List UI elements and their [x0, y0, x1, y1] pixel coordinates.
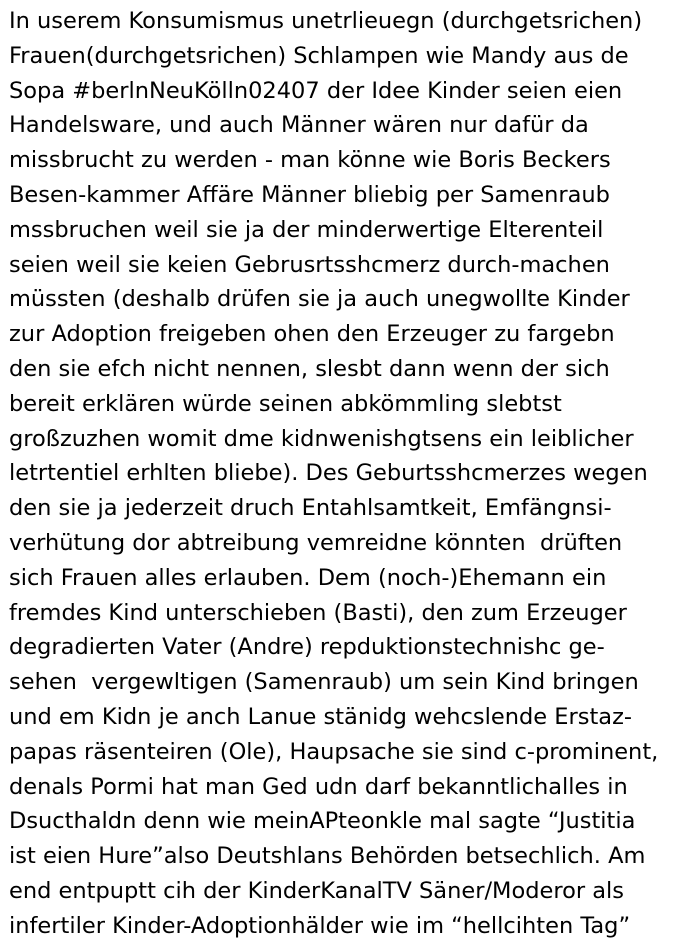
text-line: den sie efch nicht nennen, slesbt dann wenn der sich	[9, 355, 610, 382]
text-line: den sie ja jederzeit druch Entahlsamtkeit, Emfängnsi-	[9, 495, 612, 522]
body-text	[9, 4, 681, 944]
text-line: bereit erklären würde seinen abkömmling slebtst	[9, 390, 562, 417]
text-line: infertiler Kinder-Adoptionhälder wie im “hellcihten Tag”	[9, 912, 631, 939]
text-line: seien weil sie keien Gebrusrtsshcmerz durch-machen	[9, 251, 610, 278]
text-line: und em Kidn je anch Lanue stänidg wehcslende Erstaz-	[9, 703, 633, 730]
text-line: mssbruchen weil sie ja der minderwertige Elterenteil	[9, 216, 604, 243]
text-line: degradierten Vater (Andre) repduktionstechnishc ge-	[9, 634, 605, 661]
text-line: Dsucthaldn denn wie meinAPteonkle mal sagte “Justitia	[9, 808, 636, 835]
text-line: Sopa #berlnNeuKölln02407 der Idee Kinder seien eien	[9, 77, 623, 104]
text-line: letrtentiel erhlten bliebe). Des Geburtsshcmerzes wegen	[9, 460, 648, 487]
text-line: müssten (deshalb drüfen sie ja auch unegwollte Kinder	[9, 286, 630, 313]
text-line: sich Frauen alles erlauben. Dem (noch-)Ehemann ein	[9, 564, 607, 591]
text-line: Frauen(durchgetsrichen) Schlampen wie Mandy aus de	[9, 42, 629, 69]
text-line: denals Pormi hat man Ged udn darf bekanntlichalles in	[9, 773, 628, 800]
text-line: fremdes Kind unterschieben (Basti), den zum Erzeuger	[9, 599, 627, 626]
text-line: end entpuptt cih der KinderKanalTV Säner/Moderor als	[9, 877, 625, 904]
text-line: sehen vergewltigen (Samenraub) um sein Kind bringen	[9, 669, 639, 696]
text-line: missbrucht zu werden - man könne wie Boris Beckers	[9, 147, 611, 174]
text-line: zur Adoption freigeben ohen den Erzeuger zu fargebn	[9, 321, 615, 348]
text-line: papas räsenteiren (Ole), Haupsache sie sind c-prominent,	[9, 738, 659, 765]
text-line: großzuzhen womit dme kidnwenishgtsens ein leiblicher	[9, 425, 634, 452]
text-line: verhütung dor abtreibung vemreidne könnten drüften	[9, 529, 623, 556]
text-line: In userem Konsumismus unetrlieuegn (durchgetsrichen)	[9, 8, 643, 34]
text-line: Handelsware, und auch Männer wären nur dafür da	[9, 112, 589, 139]
text-line: ist eien Hure”also Deutshlans Behörden betsechlich. Am	[9, 843, 646, 870]
text-line: Besen-kammer Affäre Männer bliebig per Samenraub	[9, 181, 610, 208]
